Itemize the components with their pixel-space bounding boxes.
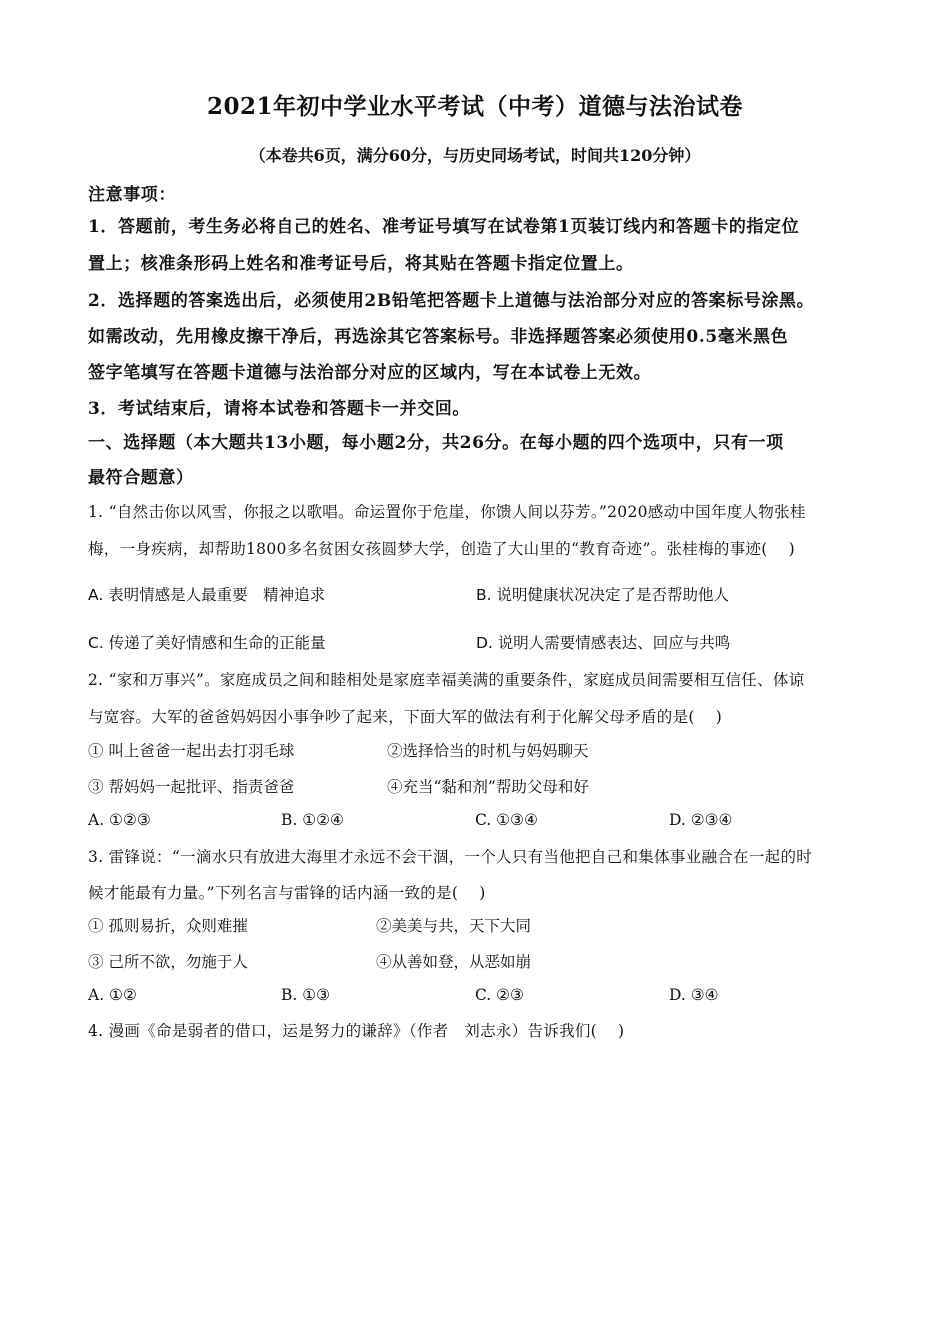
- notice-line: 如需改动，先用橡皮擦干净后，再选涂其它答案标号。非选择题答案必须使用0.5毫米黑色: [88, 327, 789, 347]
- question-1-stem-cont: 梅，一身疾病，却帮助1800多名贫困女孩圆梦大学，创造了大山里的“教育奇迹”。张桂梅的事迹( ): [88, 540, 796, 558]
- notice-line: 1．答题前，考生务必将自己的姓名、准考证号填写在试卷第1页装订线内和答题卡的指定位: [88, 217, 800, 237]
- question-3-option-a: A. ①②: [88, 986, 137, 1004]
- question-2-option-b: B. ①②④: [281, 811, 344, 829]
- question-3-item: ③ 己所不欲，勿施于人: [88, 953, 248, 971]
- question-3-stem: 3. 雷锋说：“一滴水只有放进大海里才永远不会干涸，一个人只有当他把自己和集体事业融合在一起的时: [88, 848, 813, 866]
- question-3-item: ① 孤则易折，众则难摧: [88, 917, 248, 935]
- page-title: 2021年初中学业水平考试（中考）道德与法治试卷: [206, 93, 743, 120]
- question-2-option-c: C. ①③④: [475, 811, 538, 829]
- page-subtitle: （本卷共6页，满分60分，与历史同场考试，时间共120分钟）: [249, 146, 701, 165]
- notice-line: 3．考试结束后，请将本试卷和答题卡一并交回。: [88, 399, 471, 419]
- question-2-option-a: A. ①②③: [88, 811, 151, 829]
- question-1-option-a: A. 表明情感是人最重要 精神追求: [88, 586, 326, 604]
- question-1-option-d: D. 说明人需要情感表达、回应与共鸣: [476, 634, 731, 652]
- question-1-option-b: B. 说明健康状况决定了是否帮助他人: [476, 586, 729, 604]
- notice-heading: 注意事项：: [88, 185, 176, 205]
- question-3-item: ④从善如登，从恶如崩: [376, 953, 532, 971]
- question-2-stem-cont: 与宽容。大军的爸爸妈妈因小事争吵了起来，下面大军的做法有利于化解父母矛盾的是( ): [88, 708, 723, 726]
- question-3-option-b: B. ①③: [281, 986, 331, 1004]
- question-2-item: ④充当“黏和剂”帮助父母和好: [387, 778, 589, 796]
- question-3-option-c: C. ②③: [475, 986, 524, 1004]
- question-2-option-d: D. ②③④: [669, 811, 733, 829]
- question-1-option-c: C. 传递了美好情感和生命的正能量: [88, 634, 326, 652]
- question-2-item: ① 叫上爸爸一起出去打羽毛球: [88, 742, 295, 760]
- question-2-stem: 2. “家和万事兴”。家庭成员之间和睦相处是家庭幸福美满的重要条件，家庭成员间需要相互信任、体谅: [88, 671, 805, 689]
- notice-line: 置上；核准条形码上姓名和准考证号后，将其贴在答题卡指定位置上。: [88, 254, 634, 274]
- question-3-item: ②美美与共，天下大同: [376, 917, 532, 935]
- question-2-item: ③ 帮妈妈一起批评、指责爸爸: [88, 778, 295, 796]
- notice-line: 2．选择题的答案选出后，必须使用2B铅笔把答题卡上道德与法治部分对应的答案标号涂黑。: [88, 291, 815, 311]
- section-heading-cont: 最符合题意）: [88, 468, 194, 488]
- notice-line: 签字笔填写在答题卡道德与法治部分对应的区域内，写在本试卷上无效。: [88, 363, 652, 383]
- question-4-stem: 4. 漫画《命是弱者的借口，运是努力的谦辞》（作者 刘志永）告诉我们( ): [88, 1022, 625, 1040]
- question-2-item: ②选择恰当的时机与妈妈聊天: [387, 742, 589, 760]
- section-heading: 一、选择题（本大题共13小题，每小题2分，共26分。在每小题的四个选项中，只有一项: [88, 433, 784, 453]
- question-1-stem: 1. “自然击你以风雪，你报之以歌唱。命运置你于危崖，你馈人间以芬芳。”2020感动中国年度人物张桂: [88, 503, 806, 521]
- question-3-option-d: D. ③④: [669, 986, 719, 1004]
- question-3-stem-cont: 候才能最有力量。”下列名言与雷锋的话内涵一致的是( ): [88, 884, 486, 902]
